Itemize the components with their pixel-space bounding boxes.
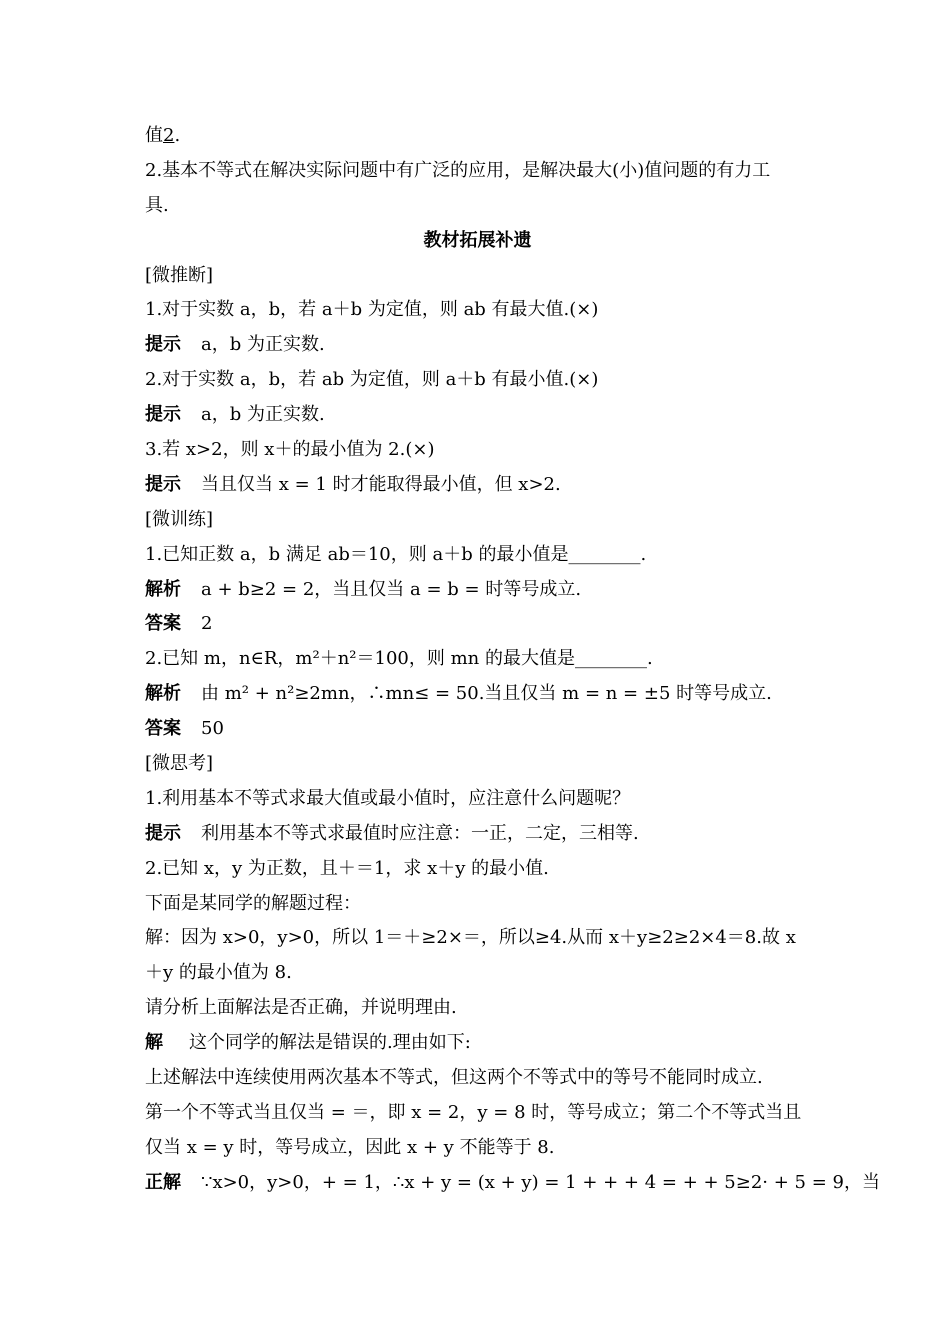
analysis-text: a + b≥2 = 2，当且仅当 a = b = 时等号成立. — [201, 578, 582, 600]
hint-line — [145, 817, 810, 852]
hint-text: 当且仅当 x = 1 时才能取得最小值，但 x>2. — [201, 473, 561, 495]
hint-line — [145, 328, 810, 363]
text-line-continuation — [145, 119, 810, 154]
analysis-text: 由 m² + n²≥2mn，∴mn≤ = 50.当且仅当 m = n = ±5 时等号成立. — [201, 683, 772, 705]
paragraph-line: ＋y 的最小值为 8. — [145, 962, 292, 984]
answer-line — [145, 607, 810, 642]
hint-text: a，b 为正实数. — [201, 404, 325, 426]
answer-line — [145, 712, 810, 747]
paragraph-line: 具. — [145, 194, 169, 216]
hint-label: 提示 — [145, 822, 181, 844]
correct-solution-line — [145, 1166, 880, 1201]
answer-text: 50 — [201, 718, 224, 740]
question-line: 1.已知正数 a，b 满足 ab＝10，则 a＋b 的最小值是________. — [145, 543, 647, 565]
answer-label: 答案 — [145, 613, 181, 635]
question-line: 2.已知 x，y 为正数，且＋＝1，求 x＋y 的最小值. — [145, 857, 549, 879]
paragraph-line: 仅当 x = y 时，等号成立，因此 x + y 不能等于 8. — [145, 1136, 555, 1158]
analysis-line — [145, 677, 810, 712]
paragraph-line: 第一个不等式当且仅当 = ＝，即 x = 2，y = 8 时，等号成立；第二个不等式当且 — [145, 1101, 802, 1123]
question-line: 2.已知 m，n∈R，m²＋n²＝100，则 mn 的最大值是________. — [145, 648, 653, 670]
paragraph-line: 2.基本不等式在解决实际问题中有广泛的应用，是解决最大(小)值问题的有力工 — [145, 159, 771, 181]
paragraph-line: 解：因为 x>0，y>0，所以 1＝＋≥2×＝，所以≥4.从而 x＋y≥2≥2×4＝8.故 x — [145, 927, 796, 949]
document-page — [145, 119, 880, 1201]
hint-text: 利用基本不等式求最值时应注意：一正，二定，三相等. — [201, 822, 639, 844]
hint-line — [145, 468, 810, 503]
section-title: 教材拓展补遗 — [423, 229, 532, 251]
subsection-heading: [微训练] — [145, 508, 214, 530]
hint-label: 提示 — [145, 334, 181, 356]
correct-solution-text: ∵x>0，y>0，+ = 1，∴x + y = (x + y) = 1 + + + 4 = + + 5≥2· + 5 = 9，当 — [201, 1171, 880, 1193]
hint-text: a，b 为正实数. — [201, 334, 325, 356]
hint-line — [145, 398, 810, 433]
underlined-answer: 2 — [163, 125, 175, 146]
analysis-line — [145, 573, 810, 608]
text-fragment: 值 — [145, 125, 163, 146]
subsection-heading: [微思考] — [145, 753, 214, 775]
question-line: 1.利用基本不等式求最大值或最小值时，应注意什么问题呢？ — [145, 787, 631, 809]
solution-line — [145, 1026, 810, 1061]
text-fragment: . — [174, 125, 181, 146]
question-line: 3.若 x>2，则 x＋的最小值为 2.(×) — [145, 439, 435, 461]
paragraph-line: 上述解法中连续使用两次基本不等式，但这两个不等式中的等号不能同时成立. — [145, 1067, 763, 1089]
solution-label: 解 — [145, 1032, 163, 1054]
question-line: 2.对于实数 a，b，若 ab 为定值，则 a＋b 有最小值.(×) — [145, 369, 599, 391]
hint-label: 提示 — [145, 404, 181, 426]
answer-label: 答案 — [145, 718, 181, 740]
question-line: 1.对于实数 a，b，若 a＋b 为定值，则 ab 有最大值.(×) — [145, 299, 599, 321]
hint-label: 提示 — [145, 473, 181, 495]
paragraph-line: 下面是某同学的解题过程： — [145, 892, 361, 914]
answer-text: 2 — [201, 613, 213, 635]
solution-text: 这个同学的解法是错误的.理由如下: — [189, 1032, 471, 1054]
correct-solution-label: 正解 — [145, 1171, 181, 1193]
subsection-heading: [微推断] — [145, 264, 214, 286]
paragraph-line: 请分析上面解法是否正确，并说明理由. — [145, 997, 457, 1019]
analysis-label: 解析 — [145, 683, 181, 705]
analysis-label: 解析 — [145, 578, 181, 600]
